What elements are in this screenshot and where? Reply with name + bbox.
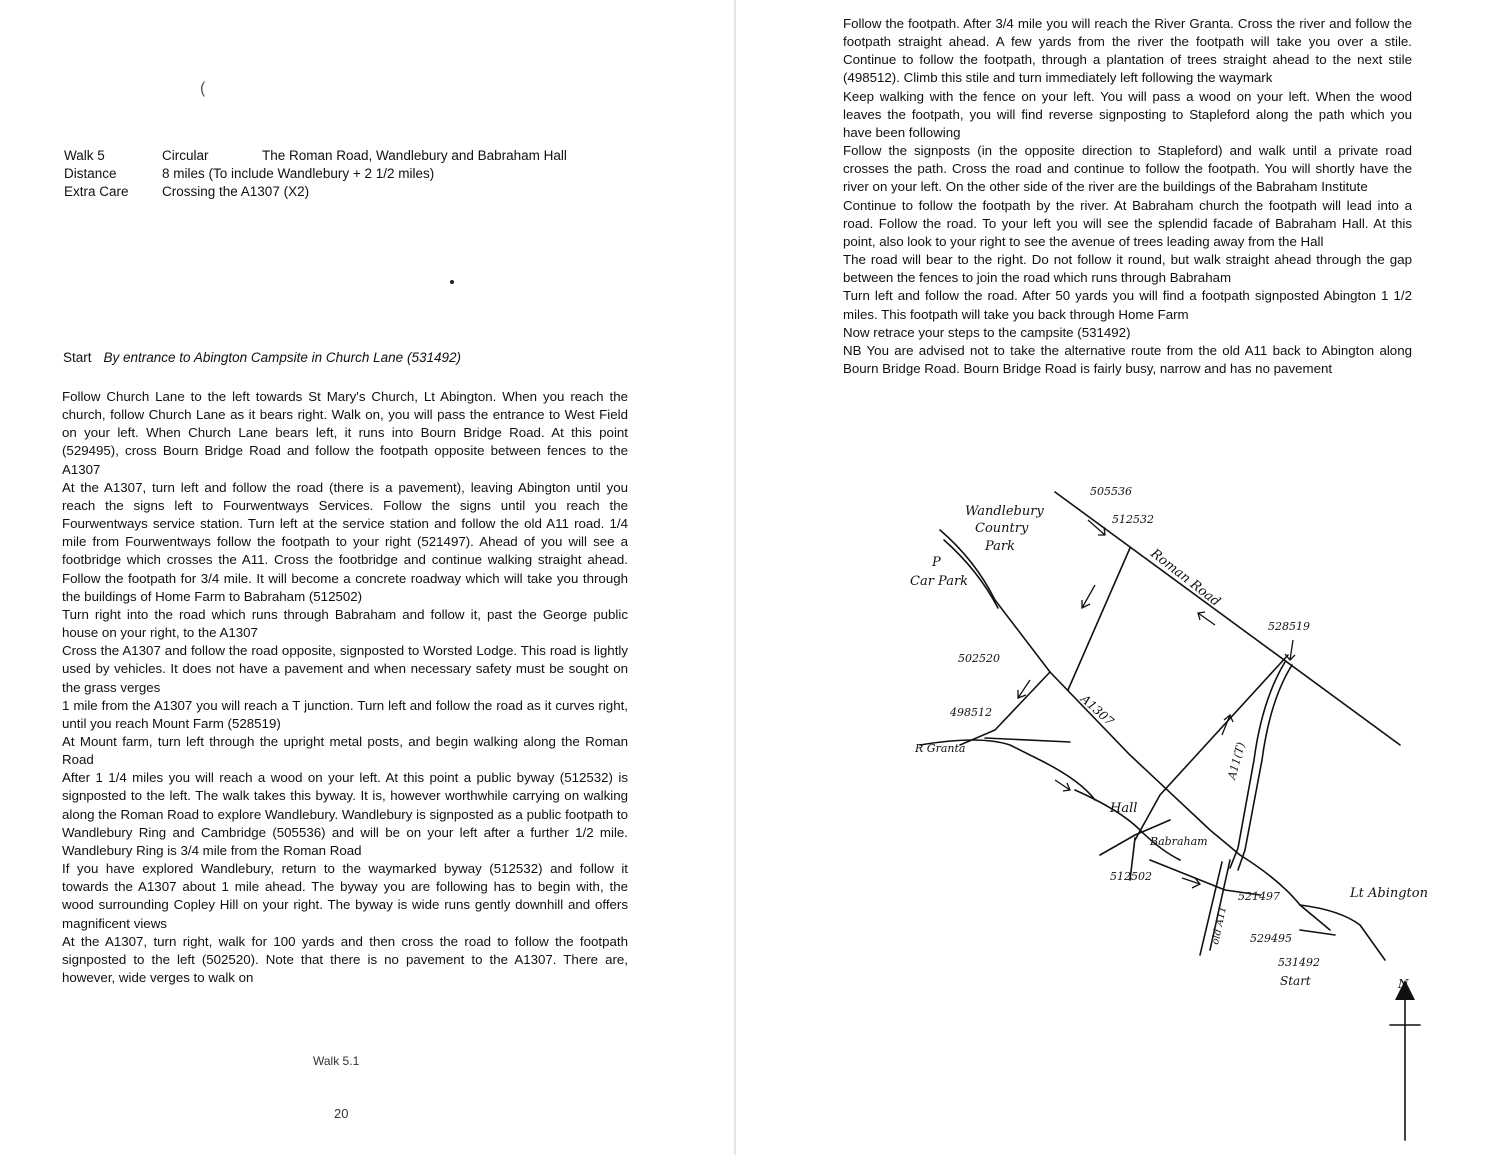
paragraph: Follow the footpath. After 3/4 mile you will reach the River Granta. Cross the river and follow the footpath straight ahead. A few yards from the river the footpath will take you over a stile. Continue to follow the footpath, through a plantation of trees straight ahead to the next stile (498512). Climb this stile and turn immediately left following the waymark <box>843 16 1412 86</box>
label-babraham: Babraham <box>1150 835 1208 848</box>
paragraph: Follow Church Lane to the left towards St Mary's Church, Lt Abington. When you reach the church, follow Church Lane as it bears right. Walk on, you will pass the entrance to West Field on your left. When Church Lane bears left, it runs into Bourn Bridge Road. At this point (529495), cross Bourn Bridge Road and follow the footpath opposite between fences to the A1307 <box>62 389 628 477</box>
paragraph: NB You are advised not to take the alternative route from the old A11 back to Abington along Bourn Bridge Road. Bourn Bridge Road is fairly busy, narrow and has no pavement <box>843 342 1412 376</box>
grid-ref-512502: 512502 <box>1110 870 1152 883</box>
paragraph: After 1 1/4 miles you will reach a wood on your left. At this point a public byway (512532) is signposted to the left. The walk takes this byway. It is, however worthwhile carrying on walking along the Roman Road to explore Wandlebury. Wandlebury is signposted as a public footpath to Wandlebury Ring and Cambridge (505536) and will be on your left after a further 1/2 mile. Wandlebury Ring is 3/4 mile from the Roman Road <box>62 770 628 858</box>
mount-farm-road <box>1135 655 1288 840</box>
label-roman-road: Roman Road <box>1147 546 1223 610</box>
walk-type: Circular <box>162 148 209 163</box>
distance-value: 8 miles (To include Wandlebury + 2 1/2 miles) <box>162 166 435 181</box>
paragraph: At the A1307, turn left and follow the road (there is a pavement), leaving Abington until you reach the signs left to Fourwentways Services. Follow the signs until you reach the Fourwentways service station. Turn left at the service station and follow the old A11 road. 1/4 mile from Fourwentways follow the footpath to your right (521497). Ahead of you will see a footbridge which crosses the A11. Cross the footbridge and continue walking straight ahead. Follow the footpath for 3/4 mile. It will become a concrete roadway which will take you through the buildings of Home Farm to Babraham (512502) <box>62 479 628 604</box>
start-label: Start <box>63 350 92 365</box>
grid-ref-505536: 505536 <box>1090 485 1132 498</box>
map-lines <box>920 492 1420 1140</box>
label-r-granta: R Granta <box>915 742 966 755</box>
label-lt-abington: Lt Abington <box>1350 886 1428 901</box>
roman-road-line <box>1055 492 1400 745</box>
grid-ref-531492: 531492 <box>1278 956 1320 969</box>
label-north: N <box>1398 977 1409 991</box>
paragraph: The road will bear to the right. Do not follow it round, but walk straight ahead through the gap between the fences to join the road which runs through Babraham <box>843 252 1412 286</box>
start-line <box>63 350 461 365</box>
left-body-text <box>62 388 628 987</box>
walk-ref-footer: Walk 5.1 <box>313 1054 360 1068</box>
header-row-extra-care <box>64 183 664 201</box>
header-row-distance <box>64 165 664 183</box>
paragraph: Continue to follow the footpath by the river. At Babraham church the footpath will lead into a road. Follow the road. To your left you will see the splendid facade of Babraham Hall. At this point, also look to your right to see the avenue of trees leading away from the Hall <box>843 197 1412 249</box>
arrow-icon <box>1198 612 1215 625</box>
paragraph: 1 mile from the A1307 you will reach a T junction. Turn left and follow the road as it curves right, until you reach Mount Farm (528519) <box>62 697 628 731</box>
paragraph: Turn right into the road which runs through Babraham and follow it, past the George public house on your right, to the A1307 <box>62 606 628 641</box>
grid-ref-528519: 528519 <box>1268 620 1310 633</box>
label-start: Start <box>1280 974 1311 988</box>
label-old-a11: old A11 <box>1210 905 1229 946</box>
a11-line-east <box>1238 665 1292 870</box>
route-map <box>900 470 1460 1150</box>
paragraph: Cross the A1307 and follow the road opposite, signposted to Worsted Lodge. This road is lightly used by vehicles. It does not have a pavement and when necessary safety must be sought on the grass verges <box>62 643 628 695</box>
paragraph: At Mount farm, turn left through the upright metal posts, and begin walking along the Roman Road <box>62 733 628 768</box>
paragraph: Keep walking with the fence on your left. You will pass a wood on your left. When the wood leaves the footpath, you will find reverse signposting to Stapleford along the path which you have been following <box>843 88 1412 140</box>
page-number: 20 <box>334 1106 349 1121</box>
scan-dot <box>450 280 454 284</box>
paragraph: Now retrace your steps to the campsite (531492) <box>843 324 1131 340</box>
label-a11: A11(T) <box>1225 740 1248 781</box>
walk-label: Walk 5 <box>64 148 105 163</box>
paragraph: Follow the signposts (in the opposite direction to Stapleford) and walk until a private road crosses the path. Cross the road and continue to follow the footpath. You will shortly have the river on your left. On the other side of the river are the buildings of the Babraham Institute <box>843 143 1412 195</box>
header-row-walk <box>64 147 664 165</box>
grid-ref-512532: 512532 <box>1112 513 1154 526</box>
grid-ref-529495: 529495 <box>1250 932 1292 945</box>
start-location: By entrance to Abington Campsite in Church Lane (531492) <box>103 350 461 365</box>
label-car-park: Car Park <box>910 574 969 589</box>
distance-label: Distance <box>64 166 117 181</box>
grid-ref-521497: 521497 <box>1238 890 1280 903</box>
paragraph: Turn left and follow the road. After 50 yards you will find a footpath signposted Abington 1 1/2 miles. This footpath will take you back through Home Farm <box>843 288 1412 322</box>
grid-ref-502520: 502520 <box>958 652 1000 665</box>
label-wandlebury: Wandlebury <box>965 504 1044 519</box>
arrow-icon <box>1055 780 1070 791</box>
right-body-text <box>843 15 1412 378</box>
label-country: Country <box>975 521 1029 536</box>
direction-arrows <box>1018 520 1295 888</box>
label-hall: Hall <box>1110 801 1138 816</box>
extra-care-value: Crossing the A1307 (X2) <box>162 184 310 199</box>
left-page <box>0 0 735 1155</box>
label-park: Park <box>985 539 1016 554</box>
label-p: P <box>932 555 941 570</box>
walk-title: The Roman Road, Wandlebury and Babraham Hall <box>262 148 567 163</box>
scan-speck: ( <box>200 80 206 97</box>
paragraph: If you have explored Wandlebury, return to the waymarked byway (512532) and follow it towards the A1307 about 1 mile ahead. The byway you are following has to begin with, the wood surrounding Copley Hill on your right. The byway is wide runs gently downhill and offers magnificent views <box>62 861 628 931</box>
extra-care-label: Extra Care <box>64 184 129 199</box>
label-a1307: A1307 <box>1077 691 1117 729</box>
grid-ref-498512: 498512 <box>950 706 992 719</box>
byway-line <box>1068 548 1130 690</box>
arrow-icon <box>1082 585 1095 608</box>
paragraph: At the A1307, turn right, walk for 100 yards and then cross the road to follow the footpath signposted to the left (502520). Note that there is no pavement to the A1307. There are, however, wide verges to walk on <box>62 933 628 985</box>
